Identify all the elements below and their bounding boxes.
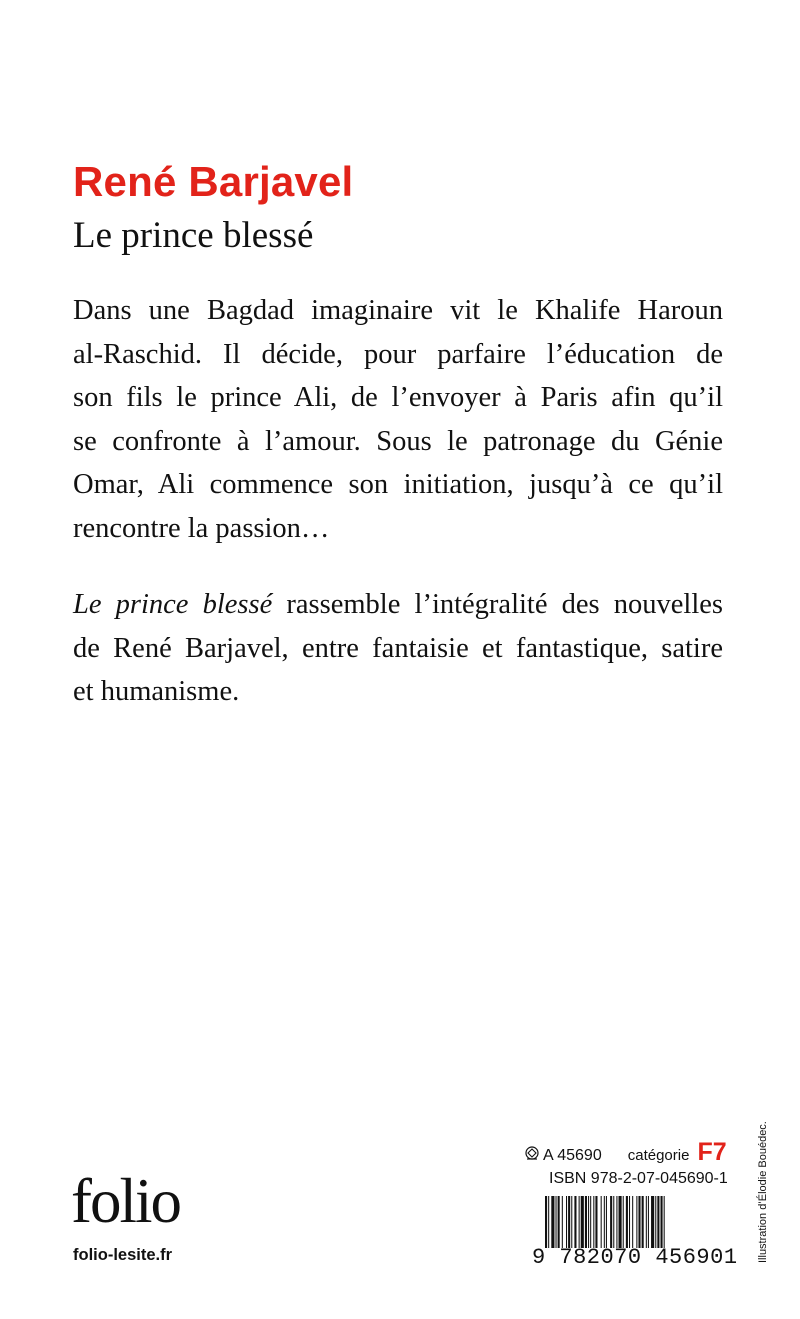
category-label: catégorie <box>627 1147 690 1164</box>
ean-digits: 9 782070 456901 <box>532 1245 738 1270</box>
barcode-bar <box>579 1196 580 1248</box>
illustration-credit: Illustration d’Élodie Bouédec. <box>757 1121 769 1263</box>
blurb-line: se confronte à l’amour. Sous le patronage du Génie <box>73 425 723 457</box>
book-title: Le prince blessé <box>73 215 314 256</box>
barcode-bar <box>545 1196 547 1248</box>
blurb-line: son fils le prince Ali, de l’envoyer à Paris afin qu’il <box>73 382 723 413</box>
summary-line: de René Barjavel, entre fantaisie et fantastique, satire <box>73 632 723 664</box>
barcode-bar <box>558 1196 560 1248</box>
barcode-bar <box>593 1196 594 1248</box>
blurb-line: al-Raschid. Il décide, pour parfaire l’éducation de <box>73 338 723 370</box>
summary-line: et humanisme. <box>73 676 240 707</box>
barcode-bar <box>571 1196 572 1248</box>
barcode-bar <box>610 1196 612 1248</box>
barcode-bar <box>629 1196 630 1248</box>
barcode-bar <box>616 1196 617 1248</box>
catalog-number: A 45690 <box>543 1147 602 1164</box>
barcode-graphic <box>545 1196 713 1248</box>
barcode-bar <box>664 1196 665 1248</box>
barcode-bar <box>551 1196 554 1248</box>
barcode-bar <box>636 1196 637 1248</box>
barcode-bar <box>638 1196 640 1248</box>
barcode-bar <box>566 1196 567 1248</box>
summary-italic-title: Le prince blessé <box>73 589 273 620</box>
barcode-bar <box>619 1196 622 1248</box>
barcode-bar <box>562 1196 563 1248</box>
barcode-bar <box>585 1196 587 1248</box>
blurb-line: Dans une Bagdad imaginaire vit le Khalife Haroun <box>73 295 723 326</box>
barcode-bar <box>581 1196 584 1248</box>
barcode-bar <box>604 1196 605 1248</box>
barcode-bar <box>646 1196 647 1248</box>
barcode-bar <box>657 1196 659 1248</box>
catalog-row <box>525 1138 727 1167</box>
folio-logo: folio <box>71 1166 180 1236</box>
folio-emblem-icon <box>525 1146 539 1160</box>
barcode-bar <box>595 1196 597 1248</box>
summary-line <box>73 583 723 627</box>
summary-paragraph <box>73 583 723 714</box>
blurb-line: rencontre la passion… <box>73 512 330 544</box>
category-code: F7 <box>697 1138 727 1166</box>
summary-line-rest: rassemble l’intégralité des nouvelles <box>286 589 723 620</box>
barcode-bar <box>556 1196 557 1248</box>
barcode-bar <box>632 1196 633 1248</box>
author-name: René Barjavel <box>73 158 354 205</box>
barcode-bar <box>655 1196 656 1248</box>
barcode-bar <box>626 1196 628 1248</box>
barcode-bar <box>568 1196 570 1248</box>
barcode-bar <box>590 1196 591 1248</box>
barcode-bar <box>601 1196 602 1248</box>
barcode-bar <box>588 1196 589 1248</box>
barcode-bar <box>623 1196 624 1248</box>
barcode-bar <box>642 1196 644 1248</box>
blurb-line: Omar, Ali commence son initiation, jusqu’à ce qu’il <box>73 469 723 500</box>
barcode-bar <box>661 1196 663 1248</box>
barcode-bar <box>651 1196 654 1248</box>
barcode-bar <box>548 1196 549 1248</box>
barcode-bar <box>606 1196 607 1248</box>
barcode-bar <box>574 1196 576 1248</box>
isbn-label: ISBN 978-2-07-045690-1 <box>549 1170 728 1187</box>
barcode-bar <box>648 1196 649 1248</box>
blurb-paragraph <box>73 289 723 550</box>
publisher-website: folio-lesite.fr <box>73 1246 173 1264</box>
barcode-bar <box>613 1196 614 1248</box>
